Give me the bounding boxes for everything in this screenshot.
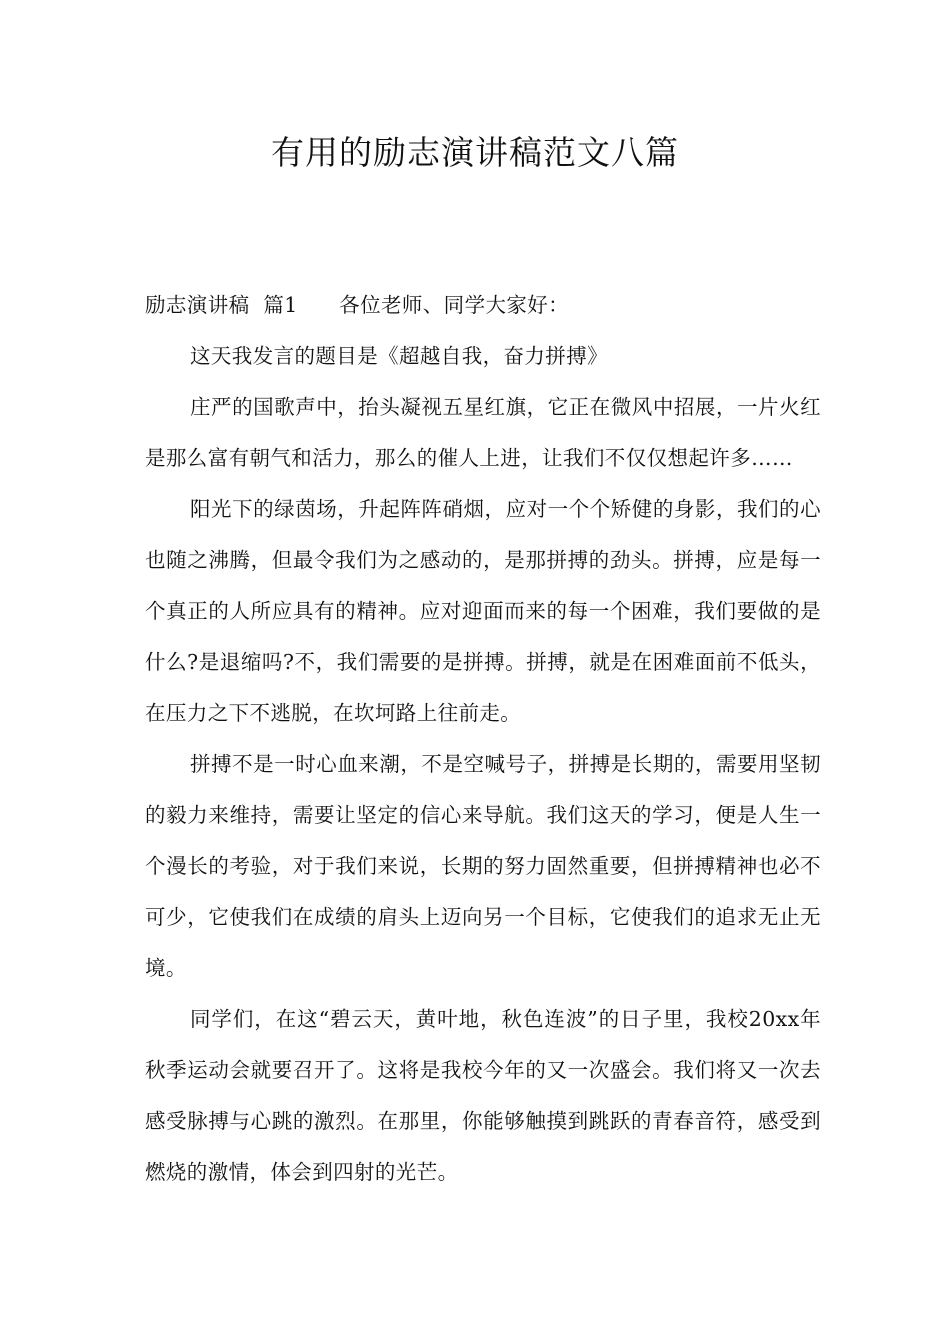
document-title: 有用的励志演讲稿范文八篇 — [271, 133, 679, 172]
paragraph-field: 阳光下的绿茵场，升起阵阵硝烟，应对一个个矫健的身影，我们的心也随之沸腾，但最令我们为之感动的，是那拼搏的劲头。拼搏，应是每一个真正的人所应具有的精神。应对迎面而来的每一个困难，我们要做的是什么?是退缩吗?不，我们需要的是拼搏。拼搏，就是在困难面前不低头，在压力之下不逃脱，在坎坷路上往前走。 — [145, 497, 821, 725]
paragraph-topic: 这天我发言的题目是《超越自我，奋力拼搏》 — [190, 344, 608, 368]
paragraph-perseverance: 拼搏不是一时心血来潮，不是空喊号子，拼搏是长期的，需要用坚韧的毅力来维持，需要让坚定的信心来导航。我们这天的学习，便是人生一个漫长的考验，对于我们来说，长期的努力固然重要，但拼搏精神也必不可少，它使我们在成绩的肩头上迈向另一个目标，它使我们的追求无止无境。 — [145, 752, 821, 980]
paragraph-anthem: 庄严的国歌声中，抬头凝视五星红旗，它正在微风中招展，一片火红是那么富有朝气和活力，那么的催人上进，让我们不仅仅想起许多…… — [145, 395, 821, 470]
paragraph-sports-meet: 同学们，在这“碧云天，黄叶地，秋色连波”的日子里，我校20xx年秋季运动会就要召开了。这将是我校今年的又一次盛会。我们将又一次去感受脉搏与心跳的激烈。在那里，你能够触摸到跳跃的青春音符，感受到燃烧的激情，体会到四射的光芒。 — [145, 1007, 821, 1184]
document-body — [145, 280, 821, 1198]
paragraph-heading: 励志演讲稿 篇1 各位老师、同学大家好： — [145, 293, 570, 317]
